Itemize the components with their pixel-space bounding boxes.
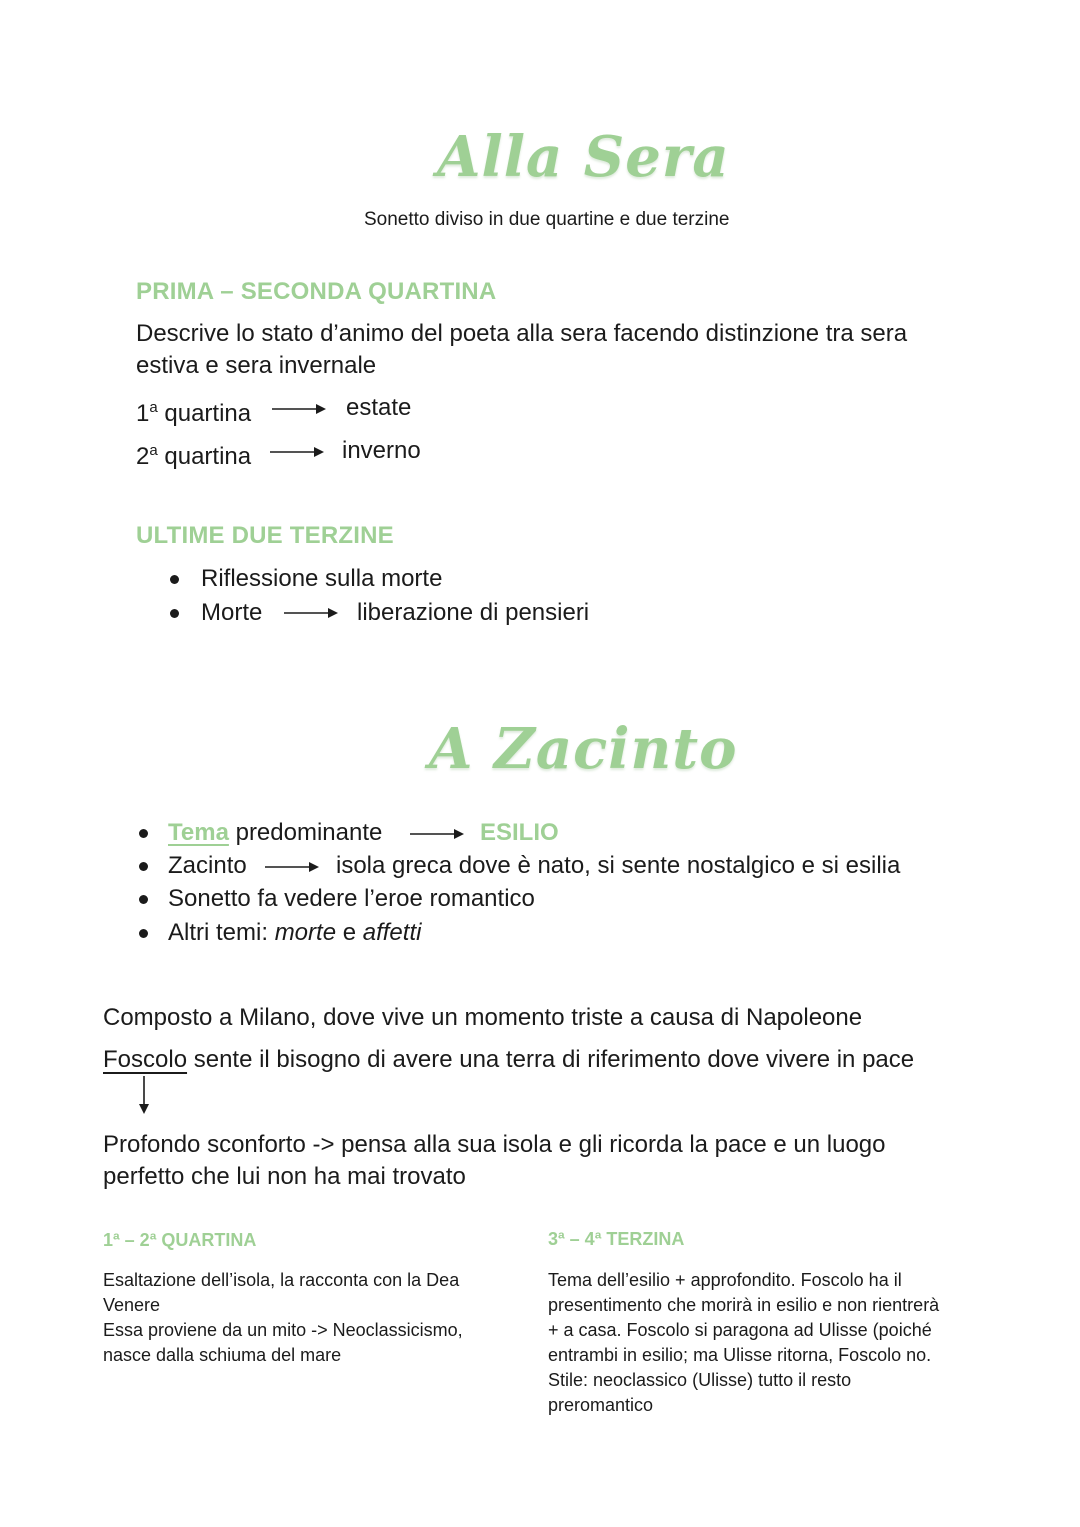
mapping-sup: a [149,442,158,459]
tema-word: Tema [168,819,229,846]
arrow-icon [284,606,340,620]
list-item-left: Morte [201,599,263,626]
col2-line2: Stile: neoclassico (Ulisse) tutto il resto preromantico [548,1370,852,1415]
mapping-num: 2 [136,443,150,470]
heading-col2: 3ª – 4ª TERZINA [548,1229,685,1249]
col1-text [103,1268,513,1368]
altri-temi-prefix: Altri temi: [168,919,269,946]
tema-affetti: affetti [362,919,422,946]
col2-text [548,1268,948,1418]
mapping-row-2 [136,435,251,473]
title-alla-sera: Alla Sera [437,124,730,190]
arrow-icon [410,827,466,841]
arrow-icon [272,402,328,416]
mapping-label: quartina [164,443,252,470]
esilio-label: ESILIO [480,819,559,846]
heading-col1: 1ª – 2ª QUARTINA [103,1230,257,1250]
list-item-right: liberazione di pensieri [357,599,590,626]
mapping-label: quartina [164,400,252,427]
paragraph-composto: Composto a Milano, dove vive un momento triste a causa di Napoleone [103,1004,863,1031]
foscolo-rest: sente il bisogno di avere una terra di riferimento dove vivere in pace [193,1046,915,1073]
bullet-icon [170,575,179,584]
arrow-down-icon [136,1076,152,1116]
list-item: Riflessione sulla morte [201,565,443,592]
paragraph-descrive: Descrive lo stato d’animo del poeta alla sera facendo distinzione tra sera estiva e sera invernale [136,320,908,379]
paragraph-foscolo [103,1044,914,1076]
col2-line1: Tema dell’esilio + approfondito. Foscolo ha il presentimento che morirà in esilio e non rientrerà + a casa. Foscolo si paragona ad Ulisse (poiché entrambi in esilio; ma Ulisse ritorna, Foscolo no. [548,1270,940,1365]
paragraph-sconforto: Profondo sconforto -> pensa alla sua isola e gli ricorda la pace e un luogo perfetto che lui non ha mai trovato [103,1131,886,1190]
arrow-icon [270,445,326,459]
mapping-result: estate [346,394,412,421]
heading-prima-seconda-quartina: PRIMA – SECONDA QUARTINA [136,278,497,305]
tema-morte: morte [274,919,337,946]
arrow-icon [265,860,321,874]
bullet-icon [139,929,148,938]
col1-line1: Esaltazione dell’isola, la racconta con la Dea Venere [103,1270,460,1315]
list-item-left: Zacinto [168,852,247,879]
mapping-row-1 [136,392,251,430]
and-word: e [342,919,357,946]
heading-ultime-due-terzine: ULTIME DUE TERZINE [136,522,394,549]
mapping-result: inverno [342,437,421,464]
list-item-tema [168,817,382,849]
col1-line2: Essa proviene da un mito -> Neoclassicismo, nasce dalla schiuma del mare [103,1320,463,1365]
bullet-icon [139,829,148,838]
title-a-zacinto: A Zacinto [429,716,738,782]
foscolo-name: Foscolo [103,1046,188,1073]
bullet-icon [170,609,179,618]
list-item-altri-temi [168,917,421,949]
mapping-num: 1 [136,400,150,427]
tema-rest: predominante [235,819,383,846]
subtitle: Sonetto diviso in due quartine e due terzine [364,209,730,230]
list-item: Sonetto fa vedere l’eroe romantico [168,885,535,912]
list-item-right: isola greca dove è nato, si sente nostalgico e si esilia [336,852,901,879]
mapping-sup: a [149,399,158,416]
bullet-icon [139,862,148,871]
bullet-icon [139,895,148,904]
